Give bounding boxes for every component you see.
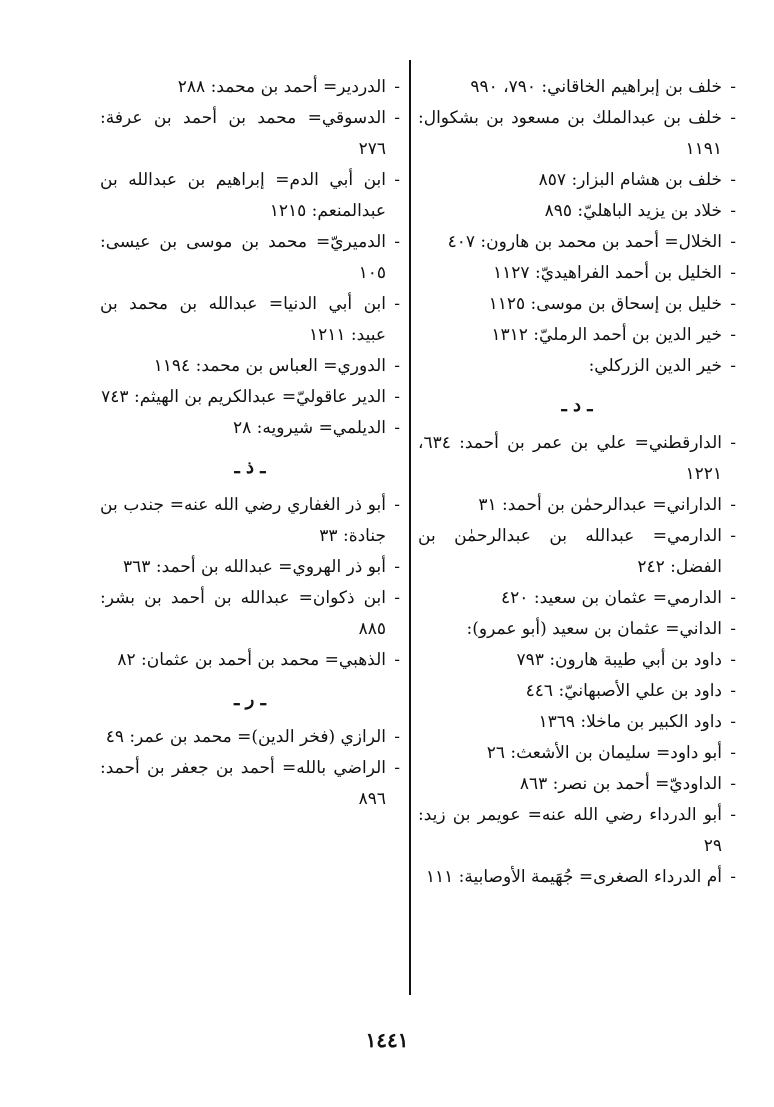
index-entry: - الداراني= عبدالرحمٰن بن أحمد: ٣١ <box>418 490 736 521</box>
index-entry: - الدردير= أحمد بن محمد: ٢٨٨ <box>100 72 400 103</box>
index-entry: - أبو ذر الهروي= عبدالله بن أحمد: ٣٦٣ <box>100 552 400 583</box>
index-entry: - الديلمي= شيرويه: ٢٨ <box>100 413 400 444</box>
index-entry: - أبو داود= سليمان بن الأشعث: ٢٦ <box>418 738 736 769</box>
page-number: ١٤٤١ <box>365 1028 409 1052</box>
index-entry: - الدوري= العباس بن محمد: ١١٩٤ <box>100 351 400 382</box>
section-heading-dal: ـ د ـ <box>561 395 593 416</box>
index-entry: - أم الدرداء الصغرى= جُهَيمة الأوصابية: ١١١ <box>418 862 736 893</box>
index-entry: - الخليل بن أحمد الفراهيديّ: ١١٢٧ <box>418 258 736 289</box>
section-heading-dhal: ـ ذ ـ <box>234 457 266 478</box>
index-entry: - الداوديّ= أحمد بن نصر: ٨٦٣ <box>418 769 736 800</box>
index-entry: - خلف بن هشام البزار: ٨٥٧ <box>418 165 736 196</box>
index-entry: - الراضي بالله= أحمد بن جعفر بن أحمد: ٨٩٦ <box>100 753 400 815</box>
index-entry: - الخلال= أحمد بن محمد بن هارون: ٤٠٧ <box>418 227 736 258</box>
section-heading-ra: ـ ر ـ <box>234 689 266 710</box>
index-entry: - الدسوقي= محمد بن أحمد بن عرفة: ٢٧٦ <box>100 103 400 165</box>
index-entry: - داود بن علي الأصبهانيّ: ٤٤٦ <box>418 676 736 707</box>
index-entry: - الدارمي= عبدالله بن عبدالرحمٰن بن الفضل: ٢٤٢ <box>418 521 736 583</box>
index-entry: - خلف بن إبراهيم الخاقاني: ٧٩٠، ٩٩٠ <box>418 72 736 103</box>
index-entry: - أبو الدرداء رضي الله عنه= عويمر بن زيد: ٢٩ <box>418 800 736 862</box>
index-entry: - الداني= عثمان بن سعيد (أبو عمرو): <box>418 614 736 645</box>
index-entry: - الذهبي= محمد بن أحمد بن عثمان: ٨٢ <box>100 645 400 676</box>
index-entry: - الرازي (فخر الدين)= محمد بن عمر: ٤٩ <box>100 722 400 753</box>
index-entry: - خلف بن عبدالملك بن مسعود بن بشكوال: ١١٩١ <box>418 103 736 165</box>
index-entry: - الدارقطني= علي بن عمر بن أحمد: ٦٣٤، ١٢٢١ <box>418 428 736 490</box>
index-entry: - خليل بن إسحاق بن موسى: ١١٢٥ <box>418 289 736 320</box>
index-entry: - الدارمي= عثمان بن سعيد: ٤٢٠ <box>418 583 736 614</box>
right-column <box>418 72 736 893</box>
index-entry: - الدير عاقوليّ= عبدالكريم بن الهيثم: ٧٤٣ <box>100 382 400 413</box>
index-entry: - الدميريّ= محمد بن موسى بن عيسى: ١٠٥ <box>100 227 400 289</box>
column-divider <box>409 60 411 995</box>
index-entry: - داود الكبير بن ماخلا: ١٣٦٩ <box>418 707 736 738</box>
index-entry: - خلاد بن يزيد الباهليّ: ٨٩٥ <box>418 196 736 227</box>
index-entry: - ابن أبي الدنيا= عبدالله بن محمد بن عبيد: ١٢١١ <box>100 289 400 351</box>
left-column <box>100 72 400 815</box>
index-entry: - خير الدين بن أحمد الرمليّ: ١٣١٢ <box>418 320 736 351</box>
index-entry: - خير الدين الزركلي: <box>418 351 736 382</box>
index-entry: - ابن أبي الدم= إبراهيم بن عبدالله بن عبدالمنعم: ١٢١٥ <box>100 165 400 227</box>
index-entry: - أبو ذر الغفاري رضي الله عنه= جندب بن جنادة: ٣٣ <box>100 490 400 552</box>
index-entry: - داود بن أبي طيبة هارون: ٧٩٣ <box>418 645 736 676</box>
index-entry: - ابن ذكوان= عبدالله بن أحمد بن بشر: ٨٨٥ <box>100 583 400 645</box>
